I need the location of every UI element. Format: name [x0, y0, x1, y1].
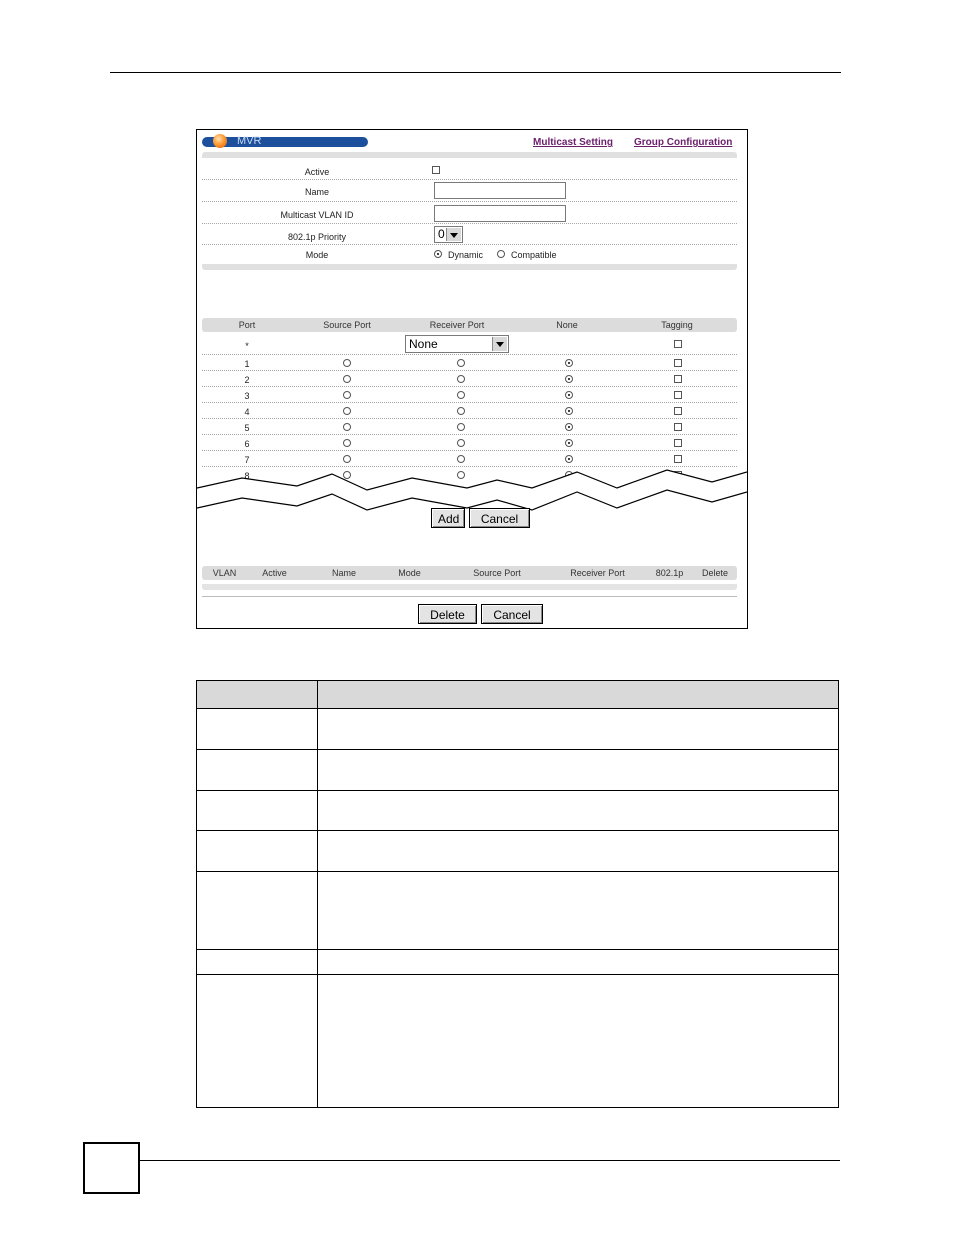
none-radio[interactable]	[565, 407, 573, 415]
tagging-checkbox[interactable]	[674, 375, 682, 383]
source-port-radio[interactable]	[343, 391, 351, 399]
receiver-port-radio[interactable]	[457, 375, 465, 383]
delete-button[interactable]: Delete	[418, 604, 477, 624]
vlan-input[interactable]	[434, 205, 566, 222]
receiver-port-radio[interactable]	[457, 439, 465, 447]
receiver-port-radio[interactable]	[457, 423, 465, 431]
receiver-port-radio[interactable]	[457, 455, 465, 463]
port-number: 2	[244, 375, 250, 385]
priority-row	[202, 223, 737, 245]
all-ports-label: *	[245, 341, 249, 351]
row-divider	[197, 871, 838, 872]
col-port: Port	[238, 320, 256, 330]
col-source-port: Source Port	[323, 320, 371, 330]
col-mode: Mode	[398, 568, 421, 578]
row-divider	[197, 974, 838, 975]
tagging-checkbox[interactable]	[674, 455, 682, 463]
port-number: 6	[244, 439, 250, 449]
vlan-label: Multicast VLAN ID	[280, 210, 354, 220]
port-number: 8	[244, 471, 250, 481]
table-row	[202, 370, 737, 387]
col-source-port: Source Port	[473, 568, 521, 578]
col-8021p: 802.1p	[655, 568, 684, 578]
mode-row	[202, 244, 737, 262]
table-row	[202, 434, 737, 451]
none-radio[interactable]	[565, 455, 573, 463]
row-divider	[197, 749, 838, 750]
mvr-screen	[196, 129, 748, 629]
source-port-radio[interactable]	[343, 455, 351, 463]
receiver-port-radio[interactable]	[457, 359, 465, 367]
tagging-checkbox[interactable]	[674, 439, 682, 447]
mvr-orb-icon	[213, 134, 227, 148]
active-row	[202, 158, 737, 180]
receiver-port-radio[interactable]	[457, 391, 465, 399]
col-none: None	[556, 320, 578, 330]
none-radio[interactable]	[565, 423, 573, 431]
chevron-down-icon	[446, 228, 461, 241]
tagging-checkbox[interactable]	[674, 359, 682, 367]
mode-compatible-label: Compatible	[511, 250, 557, 260]
cancel-delete-button[interactable]: Cancel	[481, 604, 543, 624]
port-number: 3	[244, 391, 250, 401]
col-tagging: Tagging	[661, 320, 693, 330]
port-number: 7	[244, 455, 250, 465]
none-radio[interactable]	[565, 439, 573, 447]
mode-label: Mode	[305, 250, 329, 260]
all-ports-select[interactable]	[405, 335, 509, 353]
tagging-checkbox[interactable]	[674, 423, 682, 431]
col-name: Name	[331, 568, 356, 578]
multicast-setting-link[interactable]: Multicast Setting	[533, 137, 614, 148]
port-number: 5	[244, 423, 250, 433]
priority-label: 802.1p Priority	[287, 232, 347, 242]
all-ports-tagging-checkbox[interactable]	[674, 340, 682, 348]
col-active: Active	[262, 568, 287, 578]
col-receiver-port: Receiver Port	[429, 320, 485, 330]
add-button[interactable]: Add	[431, 508, 465, 528]
table-row	[202, 402, 737, 419]
col-receiver-port: Receiver Port	[570, 568, 625, 578]
priority-select-value: 0	[438, 227, 445, 241]
mode-dynamic-label: Dynamic	[448, 250, 484, 260]
cancel-button[interactable]: Cancel	[469, 508, 530, 528]
source-port-radio[interactable]	[343, 407, 351, 415]
none-radio[interactable]	[565, 359, 573, 367]
col-vlan: VLAN	[212, 568, 237, 578]
row-divider	[197, 830, 838, 831]
receiver-port-radio[interactable]	[457, 407, 465, 415]
mode-compatible-radio[interactable]	[497, 250, 505, 258]
mvr-summary-header	[202, 566, 737, 580]
active-label: Active	[304, 167, 330, 177]
row-divider	[197, 949, 838, 950]
none-radio[interactable]	[565, 375, 573, 383]
all-ports-row	[202, 333, 737, 355]
table-row	[202, 450, 737, 467]
summary-footer-bar	[202, 584, 737, 590]
column-divider	[317, 681, 318, 1107]
mode-dynamic-radio[interactable]	[434, 250, 442, 258]
name-input[interactable]	[434, 182, 566, 199]
chevron-down-icon	[492, 337, 507, 351]
priority-select[interactable]	[434, 226, 463, 243]
port-number: 4	[244, 407, 250, 417]
port-table-header	[202, 318, 737, 332]
tagging-checkbox[interactable]	[674, 391, 682, 399]
none-radio[interactable]	[565, 391, 573, 399]
source-port-radio[interactable]	[343, 423, 351, 431]
table-row	[202, 386, 737, 403]
source-port-radio[interactable]	[343, 359, 351, 367]
col-delete: Delete	[701, 568, 728, 578]
page-number-box	[83, 1142, 140, 1194]
source-port-radio[interactable]	[343, 439, 351, 447]
all-ports-select-value: None	[409, 337, 438, 351]
source-port-radio[interactable]	[343, 375, 351, 383]
field-description-table	[196, 680, 839, 1108]
page-header-rule	[110, 72, 841, 73]
page-footer-rule	[140, 1160, 840, 1161]
table-header-row	[197, 681, 838, 709]
page-title: MVR	[237, 135, 262, 147]
vlan-row	[202, 201, 737, 224]
group-configuration-link[interactable]: Group Configuration	[634, 137, 733, 148]
tagging-checkbox[interactable]	[674, 407, 682, 415]
name-label: Name	[304, 187, 329, 197]
table-row	[202, 418, 737, 435]
port-number: 1	[244, 359, 250, 369]
settings-panel	[202, 152, 737, 270]
name-row	[202, 179, 737, 202]
row-divider	[197, 790, 838, 791]
divider	[202, 596, 737, 597]
table-row	[202, 354, 737, 371]
active-checkbox[interactable]	[432, 166, 440, 174]
